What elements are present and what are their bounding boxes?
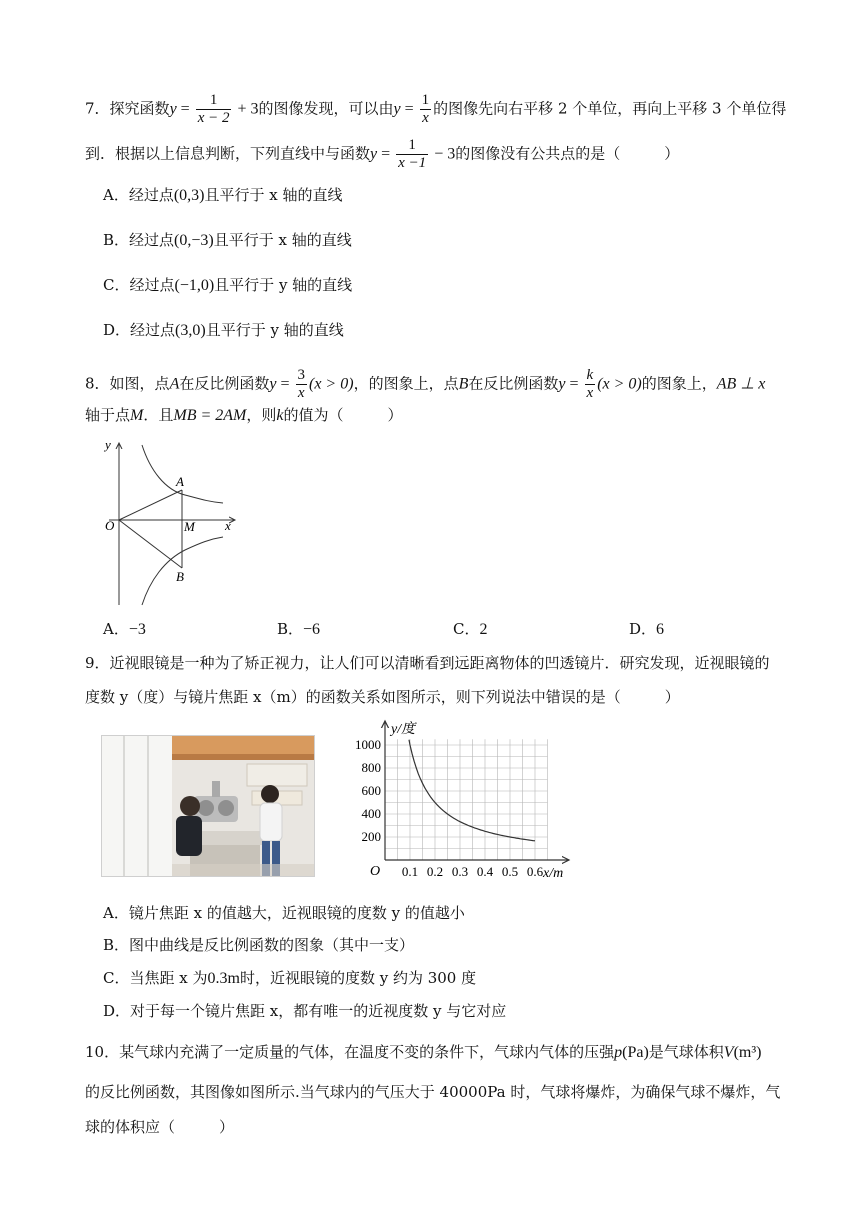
q10-v: V <box>723 1044 734 1061</box>
q8-point-a: A <box>169 375 180 393</box>
q10-text-3: 的反比例函数，其图像如图所示.当气球内的气压大于 40000Pa 时，气球将爆炸，为确保气球不爆炸，气 <box>85 1083 781 1101</box>
q7-option-c-label: C．经过点 <box>103 276 175 294</box>
q9-option-c-text: C．当焦距 x 为 <box>103 969 208 987</box>
q7-f1-eq: = <box>176 100 194 118</box>
q10-line-2 <box>85 1082 780 1102</box>
q7-option-c[interactable] <box>103 275 352 296</box>
q7-option-a[interactable] <box>103 185 343 206</box>
q8-number: 8． <box>85 374 110 393</box>
q9-option-a-text: A．镜片焦距 x 的值越大，近视眼镜的度数 y 的值越小 <box>103 904 465 922</box>
q8-text-3: ，的图象上，点 <box>353 374 459 393</box>
q8-choice-d-value: 6 <box>656 621 665 638</box>
q8-f2-condition: (x > 0) <box>597 375 642 393</box>
q7-number: 7． <box>85 99 110 118</box>
q7-text-6: ） <box>664 144 680 163</box>
q8-point-m: M <box>130 407 144 424</box>
q9-chart <box>355 715 575 885</box>
q7-text-2: 的图像发现，可以由 <box>258 99 394 118</box>
q10-text-1: 某气球内充满了一定质量的气体，在温度不变的条件下，气球内气体的压强 <box>119 1043 615 1061</box>
q9-number: 9． <box>85 654 110 672</box>
q7-f2-numerator: 1 <box>421 92 430 108</box>
q8-choice-a[interactable] <box>103 619 146 640</box>
q8-l2-text-5: ） <box>387 406 403 424</box>
q7-f3-eq: = <box>377 145 395 163</box>
q7-option-b-rest: 且平行于 x 轴的直线 <box>213 231 352 249</box>
q8-label-m: M <box>184 519 195 534</box>
q9-eye-exam-photo <box>101 735 315 877</box>
q9-y-tick-label: 1000 <box>355 737 381 752</box>
q9-grid <box>385 739 548 860</box>
q8-label-o: O <box>105 518 115 533</box>
q7-fraction-2 <box>420 92 432 127</box>
q7-line-1 <box>85 92 786 127</box>
q8-perp: AB ⊥ x <box>716 375 766 393</box>
q9-x-tick-label: 0.2 <box>426 864 444 879</box>
q9-option-b[interactable] <box>103 935 414 955</box>
q7-f2-eq: = <box>400 100 418 118</box>
q9-line-2 <box>85 687 680 707</box>
q9-y-label: y/度 <box>391 722 416 737</box>
q9-option-b-text: B．图中曲线是反比例函数的图象（其中一支） <box>103 936 415 954</box>
q10-text-5: ） <box>219 1118 235 1136</box>
q9-text-1: 近视眼镜是一种为了矫正视力，让人们可以清晰看到远距离物体的凹透镜片．研究发现，近视眼镜的 <box>109 654 770 672</box>
q9-x-tick-label: 0.6 <box>526 864 544 879</box>
q9-x-tick-label: 0.4 <box>476 864 494 879</box>
q8-f2-denominator: x <box>586 385 594 401</box>
q9-x-tick-label: 0.5 <box>501 864 519 879</box>
q8-choice-d[interactable] <box>629 619 664 640</box>
q7-option-c-rest: 且平行于 y 轴的直线 <box>214 276 353 294</box>
q7-f3-denominator: x −1 <box>398 155 427 171</box>
q8-fraction-2 <box>585 367 596 402</box>
q8-label-b: B <box>176 569 184 584</box>
q8-choice-a-value: −3 <box>128 621 146 638</box>
q7-option-b-point: (0,−3) <box>174 232 214 249</box>
q8-point-b: B <box>458 375 469 393</box>
q8-l2-text-3: ，则 <box>246 406 277 424</box>
q7-f1-tail: + 3 <box>233 100 259 118</box>
q8-f1-eq: = <box>276 375 294 393</box>
q8-relation: MB = 2AM <box>173 407 247 424</box>
q7-option-a-point: (0,3) <box>173 187 205 204</box>
q7-option-d[interactable] <box>103 320 344 341</box>
q7-text-5: 的图像没有公共点的是（ <box>455 144 621 163</box>
q9-y-tick-label: 800 <box>361 760 381 775</box>
q9-option-c-rest: 时，近视眼镜的度数 y 约为 300 度 <box>239 969 477 987</box>
q10-p: p <box>614 1044 623 1061</box>
q9-x-label: x/m <box>543 866 564 881</box>
q8-text-5: 的图象上， <box>641 374 717 393</box>
q7-f2-y: y <box>393 100 401 118</box>
q9-option-d-text: D．对于每一个镜片焦距 x，都有唯一的近视度数 y 与它对应 <box>103 1002 507 1020</box>
q8-f1-condition: (x > 0) <box>309 375 354 393</box>
q8-text-1: 如图，点 <box>109 374 170 393</box>
q9-text-2: 度数 y（度）与镜片焦距 x（m）的函数关系如图所示，则下列说法中错误的是（ <box>85 688 621 706</box>
q8-text-2: 在反比例函数 <box>179 374 270 393</box>
q10-line-1 <box>85 1042 761 1063</box>
q7-f3-y: y <box>370 145 378 163</box>
q8-k: k <box>276 407 284 424</box>
q8-f2-y: y <box>558 375 566 393</box>
q8-choice-c-value: 2 <box>479 621 488 638</box>
q10-pa: (Pa) <box>622 1044 649 1061</box>
q8-label-y: y <box>105 437 111 452</box>
q8-l2-text-4: 的值为（ <box>283 406 344 424</box>
q8-f1-denominator: x <box>297 385 305 401</box>
q8-choice-c-label: C． <box>453 620 480 638</box>
q9-ticks <box>355 737 544 879</box>
q7-option-c-point: (−1,0) <box>174 277 215 294</box>
q8-line-1 <box>85 367 765 402</box>
q7-option-a-rest: 且平行于 x 轴的直线 <box>204 186 343 204</box>
q8-f1-y: y <box>269 375 277 393</box>
q8-choice-a-label: A． <box>103 620 129 638</box>
q8-f1-numerator: 3 <box>297 367 305 383</box>
q7-fraction-3 <box>396 137 428 172</box>
q8-choice-b-value: −6 <box>303 621 321 638</box>
q9-option-a[interactable] <box>103 903 465 923</box>
q10-number: 10． <box>85 1043 120 1061</box>
q8-choice-c[interactable] <box>453 619 487 640</box>
q10-text-2: 是气球体积 <box>648 1043 724 1061</box>
q7-f3-tail: − 3 <box>430 145 456 163</box>
q7-text-1: 探究函数 <box>109 99 170 118</box>
q8-label-a: A <box>176 474 184 489</box>
q9-x-tick-label: 0.1 <box>401 864 419 879</box>
q9-y-tick-label: 200 <box>361 829 381 844</box>
q10-text-4: 球的体积应（ <box>85 1118 176 1136</box>
q7-f1-numerator: 1 <box>209 92 218 108</box>
q7-text-4: 到．根据以上信息判断，下列直线中与函数 <box>85 144 371 163</box>
q7-option-d-label: D．经过点 <box>103 321 176 339</box>
q8-fraction-1 <box>296 367 308 402</box>
q7-f2-denominator: x <box>422 110 429 126</box>
q9-y-tick-label: 400 <box>361 806 381 821</box>
q8-f2-numerator: k <box>586 367 594 383</box>
q8-choice-d-label: D． <box>629 620 657 638</box>
q7-f1-y: y <box>169 100 177 118</box>
q7-f3-numerator: 1 <box>408 137 416 153</box>
q9-line-1 <box>85 653 770 673</box>
q9-text-3: ） <box>664 688 680 706</box>
q10-vunit: (m³) <box>733 1044 762 1061</box>
q8-f2-eq: = <box>565 375 583 393</box>
q8-l2-text-1: 轴于点 <box>85 406 131 424</box>
q7-fraction-1 <box>196 92 232 127</box>
q8-segment-ob <box>119 520 182 568</box>
q8-line-2 <box>85 405 403 426</box>
q9-x-tick-label: 0.3 <box>451 864 469 879</box>
q7-option-d-point: (3,0) <box>175 322 206 339</box>
q9-option-c[interactable] <box>103 968 476 989</box>
q8-text-4: 在反比例函数 <box>468 374 559 393</box>
q7-line-2 <box>85 137 679 172</box>
q8-segment-oa <box>119 490 182 520</box>
q7-option-d-rest: 且平行于 y 轴的直线 <box>205 321 344 339</box>
q8-l2-text-2: ．且 <box>143 406 174 424</box>
q7-f1-denominator: x − 2 <box>197 110 230 126</box>
q7-option-a-label: A．经过点 <box>103 186 174 204</box>
q9-option-d[interactable] <box>103 1001 506 1021</box>
q9-option-c-value: 0.3m <box>207 970 240 987</box>
q7-option-b-label: B．经过点 <box>103 231 175 249</box>
q8-figure <box>95 435 245 610</box>
q8-choice-b[interactable] <box>277 619 320 640</box>
q8-choice-b-label: B． <box>277 620 304 638</box>
q7-text-3: 的图像先向右平移 2 个单位，再向上平移 3 个单位得 <box>433 99 787 118</box>
q8-label-x: x <box>225 518 231 533</box>
q9-y-tick-label: 600 <box>361 783 381 798</box>
q7-option-b[interactable] <box>103 230 352 251</box>
q10-line-3 <box>85 1117 234 1137</box>
q9-origin: O <box>370 864 381 879</box>
